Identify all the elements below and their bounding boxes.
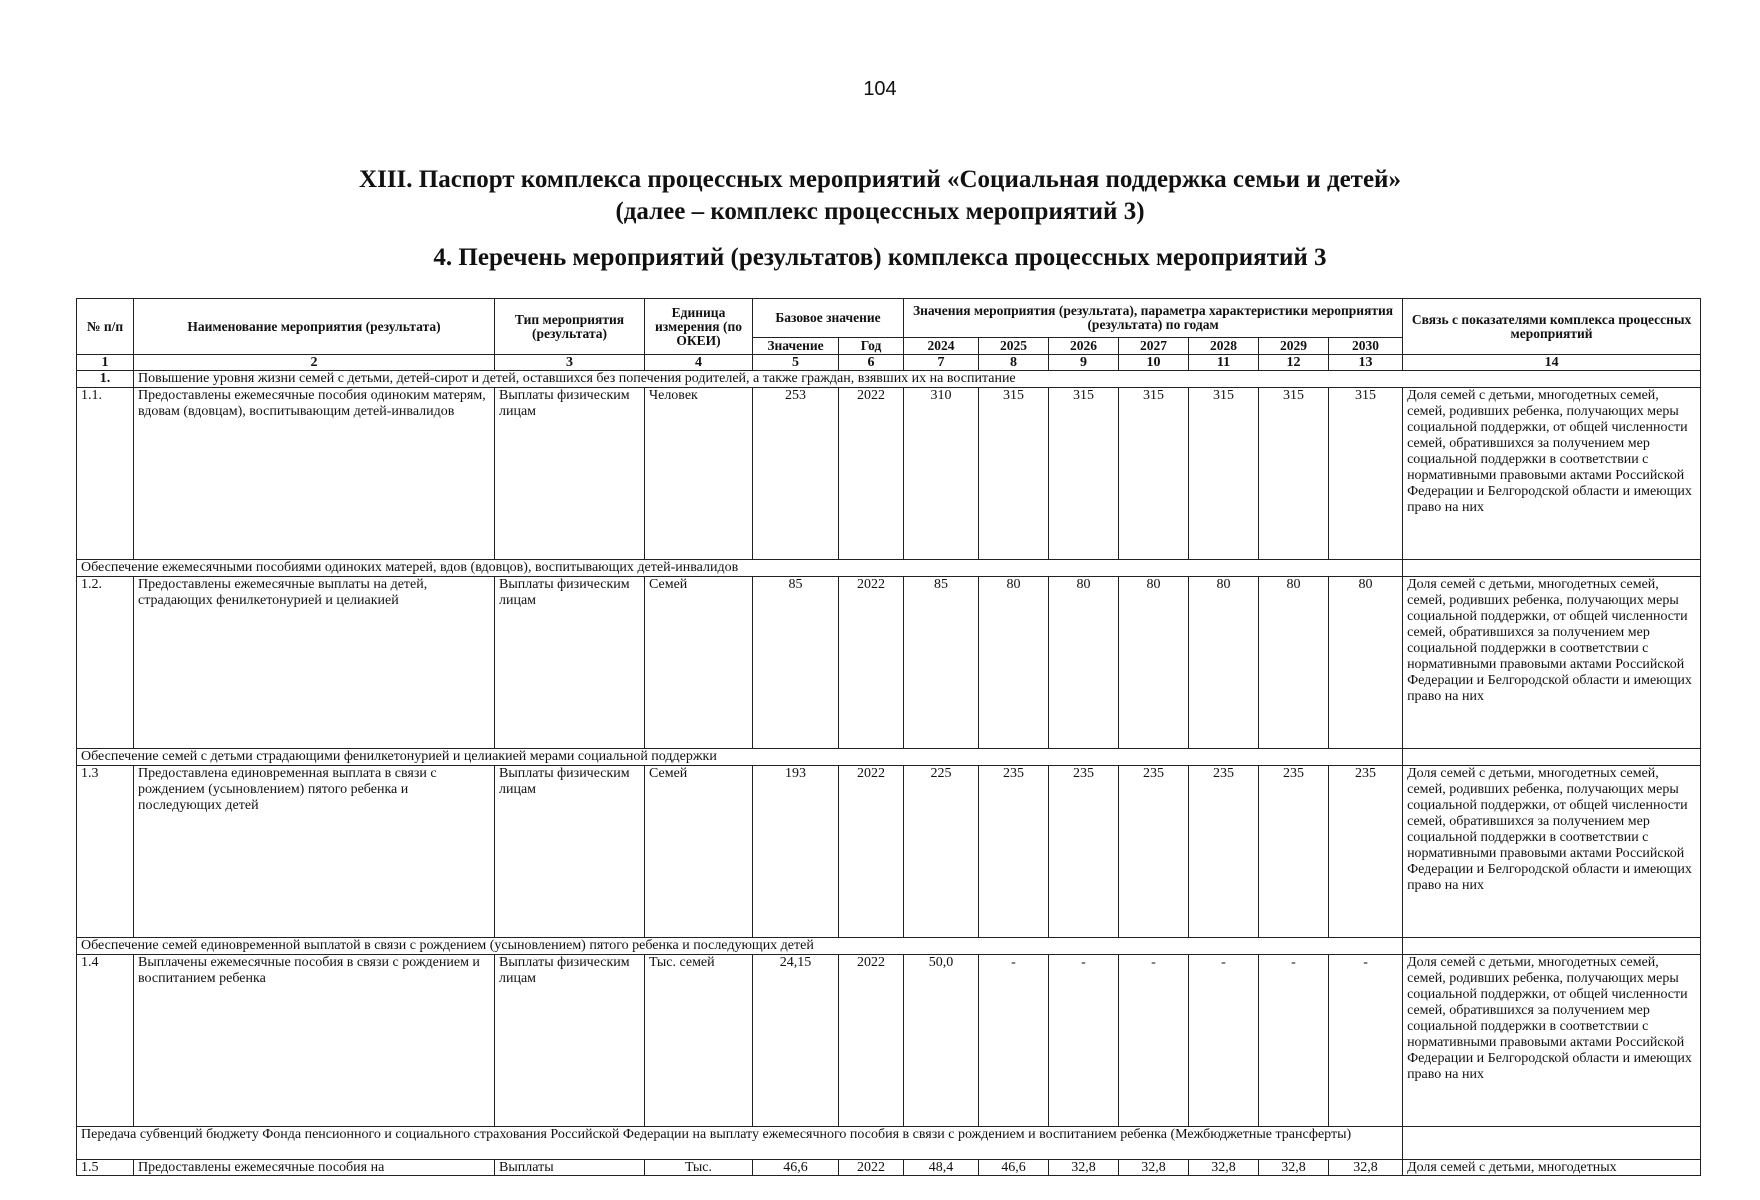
row-number: 1.1. [77,388,134,560]
row-base-value: 85 [753,577,839,749]
row-value: 235 [1049,766,1119,938]
note-row [77,1127,1701,1160]
row-type: Выплаты физическим лицам [495,577,645,749]
row-unit: Семей [645,577,753,749]
column-number: 14 [1403,355,1701,371]
header-num: № п/п [77,299,134,355]
row-base-year: 2022 [839,577,904,749]
header-base: Базовое значение [753,299,904,338]
row-value: 310 [904,388,979,560]
note-row [77,938,1701,955]
row-value: 80 [1189,577,1259,749]
table-row [77,1160,1701,1176]
row-base-value: 24,15 [753,955,839,1127]
row-base-year: 2022 [839,388,904,560]
row-value: 235 [1329,766,1403,938]
header-year: 2027 [1119,338,1189,355]
column-number: 13 [1329,355,1403,371]
row-value: 315 [979,388,1049,560]
column-numbers-row [77,355,1701,371]
header-year: 2026 [1049,338,1119,355]
section-title: Повышение уровня жизни семей с детьми, детей-сирот и детей, оставшихся без попечения родителей, а также граждан, взявших их на воспитание [134,371,1701,388]
row-name: Предоставлены ежемесячные выплаты на детей, страдающих фенилкетонурией и целиакией [134,577,495,749]
header-base-value: Значение [753,338,839,355]
row-name: Выплачены ежемесячные пособия в связи с рождением и воспитанием ребенка [134,955,495,1127]
row-value: 315 [1329,388,1403,560]
row-value: 80 [1049,577,1119,749]
row-value: 32,8 [1049,1160,1119,1176]
row-value: 32,8 [1259,1160,1329,1176]
row-name: Предоставлены ежемесячные пособия одиноким матерям, вдовам (вдовцам), воспитывающим детей-инвалидов [134,388,495,560]
row-base-value: 46,6 [753,1160,839,1176]
row-number: 1.3 [77,766,134,938]
section-number: 1. [77,371,134,388]
row-type: Выплаты [495,1160,645,1176]
row-unit: Семей [645,766,753,938]
empty-cell [1403,1127,1701,1160]
row-number: 1.4 [77,955,134,1127]
column-number: 9 [1049,355,1119,371]
row-value: 315 [1259,388,1329,560]
column-number: 10 [1119,355,1189,371]
page-number: 104 [863,78,897,100]
note-row [77,560,1701,577]
header-year: 2030 [1329,338,1403,355]
row-base-year: 2022 [839,1160,904,1176]
header-type: Тип мероприятия (результата) [495,299,645,355]
row-value: 235 [1259,766,1329,938]
document-title-note: (далее – комплекс процессных мероприятий 3) [615,198,1145,225]
header-year: 2024 [904,338,979,355]
row-link: Доля семей с детьми, многодетных семей, семей, родивших ребенка, получающих меры социальной поддержки, от общей численности семей, обратившихся за получением мер социальной поддержки в соответствии с нормативными правовыми актами Российской Федерации и Белгородской области и имеющих право на них [1403,577,1701,749]
column-number: 8 [979,355,1049,371]
empty-cell [1403,560,1701,577]
row-name: Предоставлена единовременная выплата в связи с рождением (усыновлением) пятого ребенка и последующих детей [134,766,495,938]
table-row [77,955,1701,1127]
row-value: 80 [1119,577,1189,749]
row-value: 32,8 [1189,1160,1259,1176]
column-number: 7 [904,355,979,371]
row-value: - [1329,955,1403,1127]
empty-cell [1403,938,1701,955]
row-note: Обеспечение ежемесячными пособиями одиноких матерей, вдов (вдовцов), воспитывающих детей-инвалидов [77,560,1403,577]
column-number: 3 [495,355,645,371]
row-value: 235 [1189,766,1259,938]
row-value: 235 [1119,766,1189,938]
header-year: 2028 [1189,338,1259,355]
row-note: Передача субвенций бюджету Фонда пенсионного и социального страхования Российской Федерации на выплату ежемесячного пособия в связи с рождением и воспитанием ребенка (Межбюджетные трансферты) [77,1127,1403,1160]
row-value: 315 [1189,388,1259,560]
row-type: Выплаты физическим лицам [495,766,645,938]
header-name: Наименование мероприятия (результата) [134,299,495,355]
row-link: Доля семей с детьми, многодетных семей, семей, родивших ребенка, получающих меры социальной поддержки, от общей численности семей, обратившихся за получением мер социальной поддержки в соответствии с нормативными правовыми актами Российской Федерации и Белгородской области и имеющих право на них [1403,388,1701,560]
row-unit: Человек [645,388,753,560]
row-value: - [1119,955,1189,1127]
row-base-value: 193 [753,766,839,938]
header-base-year: Год [839,338,904,355]
column-number: 5 [753,355,839,371]
empty-cell [1403,749,1701,766]
row-value: 315 [1119,388,1189,560]
row-value: - [1049,955,1119,1127]
row-value: 85 [904,577,979,749]
row-number: 1.5 [77,1160,134,1176]
row-value: 80 [1259,577,1329,749]
header-year: 2029 [1259,338,1329,355]
row-value: 225 [904,766,979,938]
note-row [77,749,1701,766]
row-base-year: 2022 [839,955,904,1127]
row-link: Доля семей с детьми, многодетных семей, семей, родивших ребенка, получающих меры социальной поддержки, от общей численности семей, обратившихся за получением мер социальной поддержки в соответствии с нормативными правовыми актами Российской Федерации и Белгородской области и имеющих право на них [1403,766,1701,938]
row-value: 32,8 [1329,1160,1403,1176]
document-title: XIII. Паспорт комплекса процессных мероприятий «Социальная поддержка семьи и детей» [359,166,1401,193]
row-base-value: 253 [753,388,839,560]
table-row [77,388,1701,560]
row-unit: Тыс. [645,1160,753,1176]
header-link: Связь с показателями комплекса процессных мероприятий [1403,299,1701,355]
row-type: Выплаты физическим лицам [495,388,645,560]
row-value: - [1189,955,1259,1127]
table-row [77,577,1701,749]
row-value: - [1259,955,1329,1127]
section-row [77,371,1701,388]
row-note: Обеспечение семей с детьми страдающими фенилкетонурией и целиакией мерами социальной поддержки [77,749,1403,766]
row-value: 46,6 [979,1160,1049,1176]
column-number: 2 [134,355,495,371]
row-base-year: 2022 [839,766,904,938]
row-value: 80 [979,577,1049,749]
row-unit: Тыс. семей [645,955,753,1127]
row-link: Доля семей с детьми, многодетных [1403,1160,1701,1176]
header-year: 2025 [979,338,1049,355]
row-link: Доля семей с детьми, многодетных семей, семей, родивших ребенка, получающих меры социальной поддержки, от общей численности семей, обратившихся за получением мер социальной поддержки в соответствии с нормативными правовыми актами Российской Федерации и Белгородской области и имеющих право на них [1403,955,1701,1127]
column-number: 6 [839,355,904,371]
row-value: 32,8 [1119,1160,1189,1176]
measures-table [76,298,1701,1176]
column-number: 11 [1189,355,1259,371]
row-value: 80 [1329,577,1403,749]
row-value: 50,0 [904,955,979,1127]
column-number: 1 [77,355,134,371]
row-value: 315 [1049,388,1119,560]
header-unit: Единица измерения (по ОКЕИ) [645,299,753,355]
table-row [77,766,1701,938]
row-number: 1.2. [77,577,134,749]
row-value: - [979,955,1049,1127]
row-type: Выплаты физическим лицам [495,955,645,1127]
column-number: 4 [645,355,753,371]
row-name: Предоставлены ежемесячные пособия на [134,1160,495,1176]
column-number: 12 [1259,355,1329,371]
row-value: 235 [979,766,1049,938]
section-subtitle: 4. Перечень мероприятий (результатов) комплекса процессных мероприятий 3 [433,244,1327,271]
row-value: 48,4 [904,1160,979,1176]
header-values: Значения мероприятия (результата), параметра характеристики мероприятия (результата) по годам [904,299,1403,338]
row-note: Обеспечение семей единовременной выплатой в связи с рождением (усыновлением) пятого ребенка и последующих детей [77,938,1403,955]
